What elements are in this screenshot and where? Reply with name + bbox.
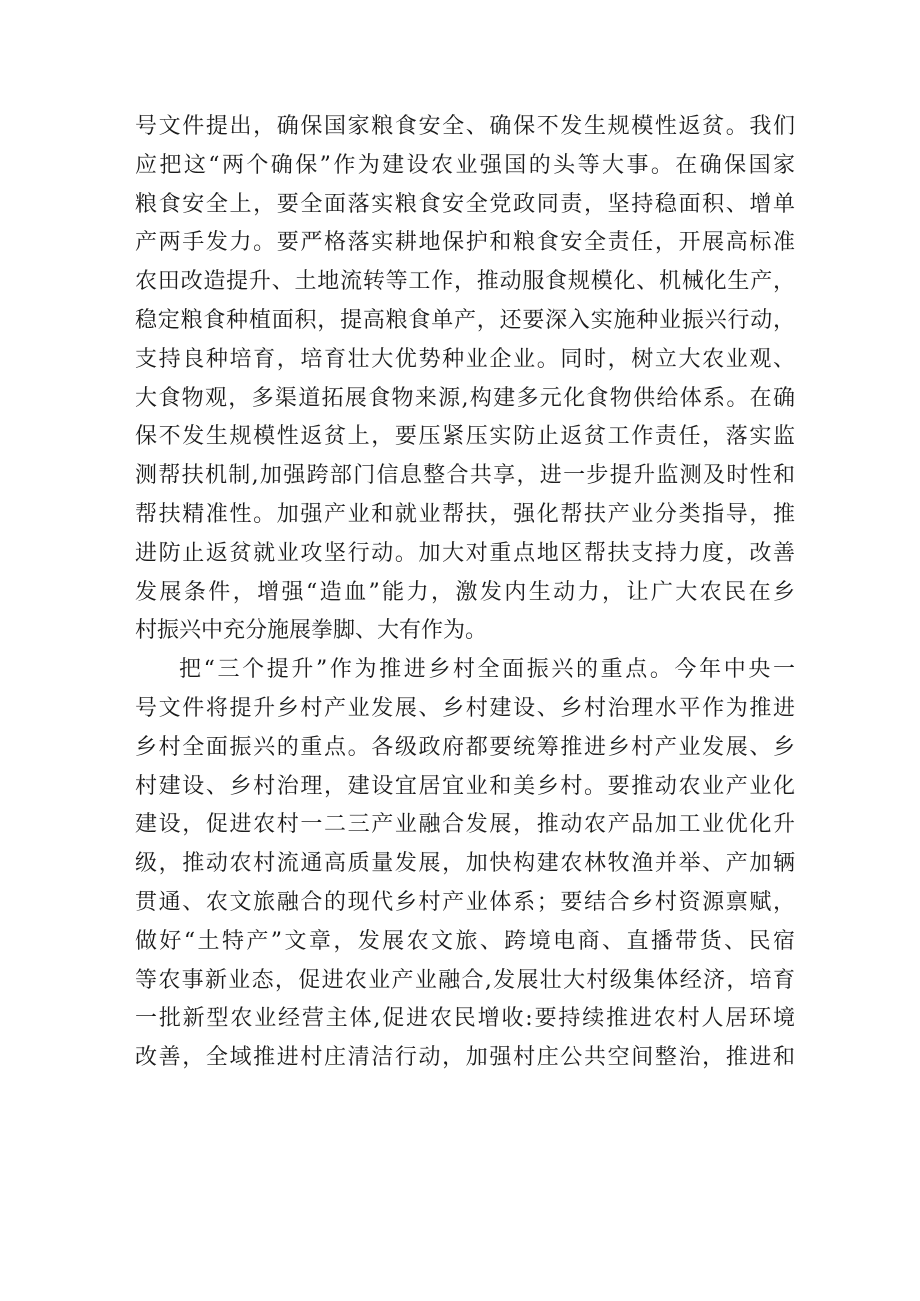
text-line: 号文件提出，确保国家粮食安全、确保不发生规模性返贫。我们 — [135, 114, 795, 139]
text-line: 村振兴中充分施展拳脚、大有作为。 — [135, 618, 488, 644]
text-line: 把“三个提升”作为推进乡村全面振兴的重点。今年中央一 — [179, 657, 795, 683]
paragraph-two-guarantees — [135, 108, 795, 651]
text-line: 等农事新业态，促进农业产业融合,发展壮大村级集体经济，培育 — [135, 967, 795, 993]
text-line: 应把这“两个确保”作为建设农业强国的头等大事。在确保国家 — [135, 152, 795, 178]
text-line: 一批新型农业经营主体,促进农民增收:要持续推进农村人居环境 — [135, 1006, 795, 1032]
document-body — [135, 108, 795, 1078]
text-line: 村建设、乡村治理，建设宜居宜业和美乡村。要推动农业产业化 — [135, 773, 795, 799]
text-line: 保不发生规模性返贫上，要压紧压实防止返贫工作责任，落实监 — [135, 424, 795, 450]
text-line: 粮食安全上，要全面落实粮食安全党政同责，坚持稳面积、增单 — [135, 191, 795, 217]
text-line: 建设，促进农村一二三产业融合发展，推动农产品加工业优化升 — [135, 812, 795, 838]
text-line: 做好“土特产”文章，发展农文旅、跨境电商、直播带货、民宿 — [135, 928, 795, 954]
text-line: 支持良种培育，培育壮大优势种业企业。同时，树立大农业观、 — [135, 346, 795, 372]
text-line: 大食物观，多渠道拓展食物来源,构建多元化食物供给体系。在确 — [135, 385, 795, 411]
text-line: 产两手发力。要严格落实耕地保护和粮食安全责任，开展高标准 — [135, 230, 795, 256]
text-line: 测帮扶机制,加强跨部门信息整合共享，进一步提升监测及时性和 — [135, 463, 795, 489]
text-line: 贯通、农文旅融合的现代乡村产业体系；要结合乡村资源禀赋， — [135, 889, 795, 915]
paragraph-three-improvements — [135, 651, 795, 1078]
text-line: 号文件将提升乡村产业发展、乡村建设、乡村治理水平作为推进 — [135, 695, 795, 721]
text-line: 乡村全面振兴的重点。各级政府都要统筹推进乡村产业发展、乡 — [135, 734, 795, 760]
text-line: 进防止返贫就业攻坚行动。加大对重点地区帮扶支持力度，改善 — [135, 540, 795, 566]
text-line: 级，推动农村流通高质量发展，加快构建农林牧渔并举、产加辆 — [135, 851, 795, 877]
text-line: 农田改造提升、土地流转等工作，推动服食规模化、机械化生产， — [135, 269, 795, 295]
text-line: 发展条件，增强“造血”能力，激发内生动力，让广大农民在乡 — [135, 579, 795, 605]
text-line: 稳定粮食种植面积，提高粮食单产，还要深入实施种业振兴行动， — [135, 307, 795, 333]
text-line: 改善，全域推进村庄清洁行动，加强村庄公共空间整治，推进和 — [135, 1045, 795, 1071]
text-line: 帮扶精准性。加强产业和就业帮扶，强化帮扶产业分类指导，推 — [135, 501, 795, 527]
